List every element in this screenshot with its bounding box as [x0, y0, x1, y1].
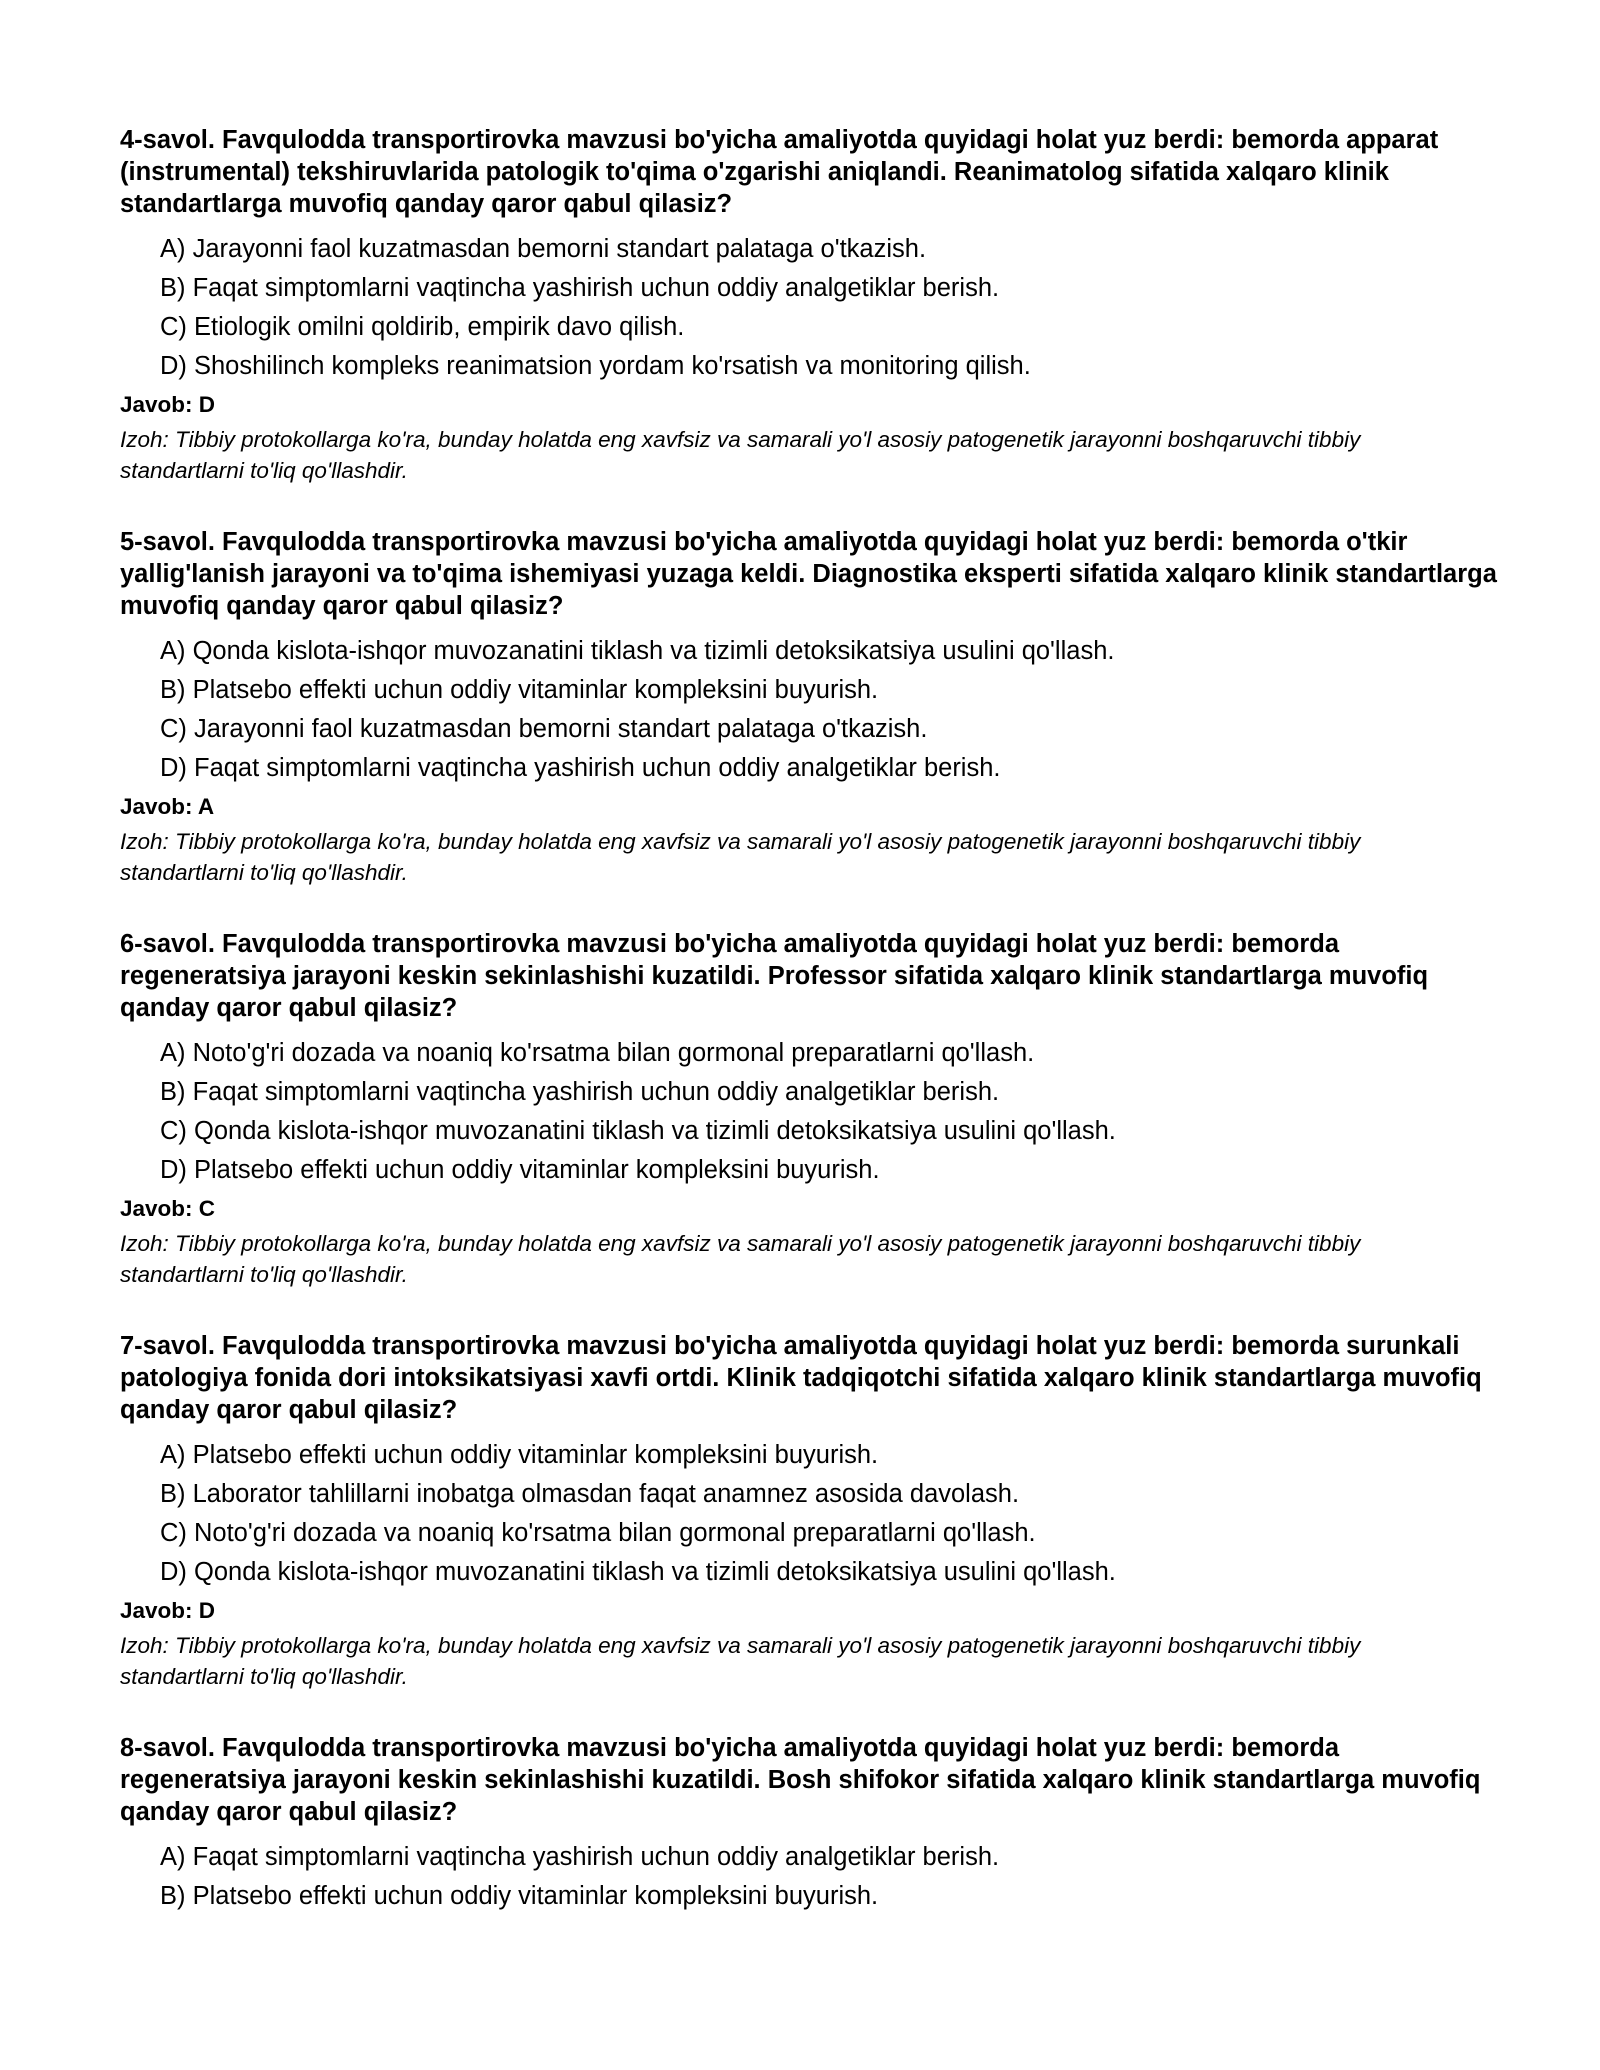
question-text: 7-savol. Favqulodda transportirovka mavzusi bo'yicha amaliyotda quyidagi holat yuz berdi: bemorda surunkali patologiya fonida dori intoksikatsiyasi xavfi ortdi. Klinik tadqiqotchi sifatida xalqaro klinik standartlarga muvofiq qanday qaror qabul qilasiz? [120, 1332, 1482, 1424]
option-c: C) Jarayonni faol kuzatmasdan bemorni standart palataga o'tkazish. [160, 715, 928, 743]
option-a: A) Faqat simptomlarni vaqtincha yashirish uchun oddiy analgetiklar berish. [160, 1843, 1000, 1871]
question-text: 5-savol. Favqulodda transportirovka mavzusi bo'yicha amaliyotda quyidagi holat yuz berdi: bemorda o'tkir yallig'lanish jarayoni va to'qima ishemiyasi yuzaga keldi. Diagnostika eksperti sifatida xalqaro klinik standartlarga muvofiq qanday qaror qabul qilasiz? [120, 528, 1497, 620]
question-text: 8-savol. Favqulodda transportirovka mavzusi bo'yicha amaliyotda quyidagi holat yuz berdi: bemorda regeneratsiya jarayoni keskin sekinlashishi kuzatildi. Bosh shifokor sifatida xalqaro klinik standartlarga muvofiq qanday qaror qabul qilasiz? [120, 1734, 1481, 1826]
option-a: A) Jarayonni faol kuzatmasdan bemorni standart palataga o'tkazish. [160, 235, 927, 263]
option-b: B) Platsebo effekti uchun oddiy vitaminlar kompleksini buyurish. [160, 1882, 879, 1910]
answer-label: Javob: D [120, 392, 216, 417]
explanation-note: Izoh: Tibbiy protokollarga ko'ra, bunday holatda eng xavfsiz va samarali yo'l asosiy patogenetik jarayonni boshqaruvchi tibbiy standartlarni to'liq qo'llashdir. [120, 427, 1361, 483]
question-7 [120, 1330, 1500, 1692]
option-b: B) Faqat simptomlarni vaqtincha yashirish uchun oddiy analgetiklar berish. [160, 274, 1000, 302]
question-8 [120, 1732, 1500, 1916]
option-b: B) Platsebo effekti uchun oddiy vitaminlar kompleksini buyurish. [160, 676, 879, 704]
question-5 [120, 526, 1500, 888]
explanation-note: Izoh: Tibbiy protokollarga ko'ra, bunday holatda eng xavfsiz va samarali yo'l asosiy patogenetik jarayonni boshqaruvchi tibbiy standartlarni to'liq qo'llashdir. [120, 1633, 1361, 1689]
option-c: C) Noto'g'ri dozada va noaniq ko'rsatma bilan gormonal preparatlarni qo'llash. [160, 1519, 1036, 1547]
option-list [160, 632, 1500, 788]
option-list [160, 1838, 1500, 1916]
option-d: D) Faqat simptomlarni vaqtincha yashirish uchun oddiy analgetiklar berish. [160, 754, 1001, 782]
option-list [160, 1436, 1500, 1592]
option-b: B) Laborator tahlillarni inobatga olmasdan faqat anamnez asosida davolash. [160, 1480, 1020, 1508]
option-list [160, 230, 1500, 386]
option-a: A) Noto'g'ri dozada va noaniq ko'rsatma bilan gormonal preparatlarni qo'llash. [160, 1039, 1035, 1067]
question-6 [120, 928, 1500, 1290]
explanation-note: Izoh: Tibbiy protokollarga ko'ra, bunday holatda eng xavfsiz va samarali yo'l asosiy patogenetik jarayonni boshqaruvchi tibbiy standartlarni to'liq qo'llashdir. [120, 1231, 1361, 1287]
question-text: 6-savol. Favqulodda transportirovka mavzusi bo'yicha amaliyotda quyidagi holat yuz berdi: bemorda regeneratsiya jarayoni keskin sekinlashishi kuzatildi. Professor sifatida xalqaro klinik standartlarga muvofiq qanday qaror qabul qilasiz? [120, 930, 1429, 1022]
answer-label: Javob: D [120, 1598, 216, 1623]
question-text: 4-savol. Favqulodda transportirovka mavzusi bo'yicha amaliyotda quyidagi holat yuz berdi: bemorda apparat (instrumental) tekshiruvlarida patologik to'qima o'zgarishi aniqlandi. Reanimatolog sifatida xalqaro klinik standartlarga muvofiq qanday qaror qabul qilasiz? [120, 126, 1439, 218]
option-a: A) Qonda kislota-ishqor muvozanatini tiklash va tizimli detoksikatsiya usulini qo'llash. [160, 637, 1115, 665]
option-d: D) Qonda kislota-ishqor muvozanatini tiklash va tizimli detoksikatsiya usulini qo'llash. [160, 1558, 1116, 1586]
option-d: D) Shoshilinch kompleks reanimatsion yordam ko'rsatish va monitoring qilish. [160, 352, 1031, 380]
option-c: C) Etiologik omilni qoldirib, empirik davo qilish. [160, 313, 685, 341]
document-page [120, 124, 1500, 1956]
option-b: B) Faqat simptomlarni vaqtincha yashirish uchun oddiy analgetiklar berish. [160, 1078, 1000, 1106]
question-4 [120, 124, 1500, 486]
explanation-note: Izoh: Tibbiy protokollarga ko'ra, bunday holatda eng xavfsiz va samarali yo'l asosiy patogenetik jarayonni boshqaruvchi tibbiy standartlarni to'liq qo'llashdir. [120, 829, 1361, 885]
option-c: C) Qonda kislota-ishqor muvozanatini tiklash va tizimli detoksikatsiya usulini qo'llash. [160, 1117, 1116, 1145]
answer-label: Javob: A [120, 794, 215, 819]
option-d: D) Platsebo effekti uchun oddiy vitaminlar kompleksini buyurish. [160, 1156, 880, 1184]
option-a: A) Platsebo effekti uchun oddiy vitaminlar kompleksini buyurish. [160, 1441, 879, 1469]
answer-label: Javob: C [120, 1196, 216, 1221]
option-list [160, 1034, 1500, 1190]
